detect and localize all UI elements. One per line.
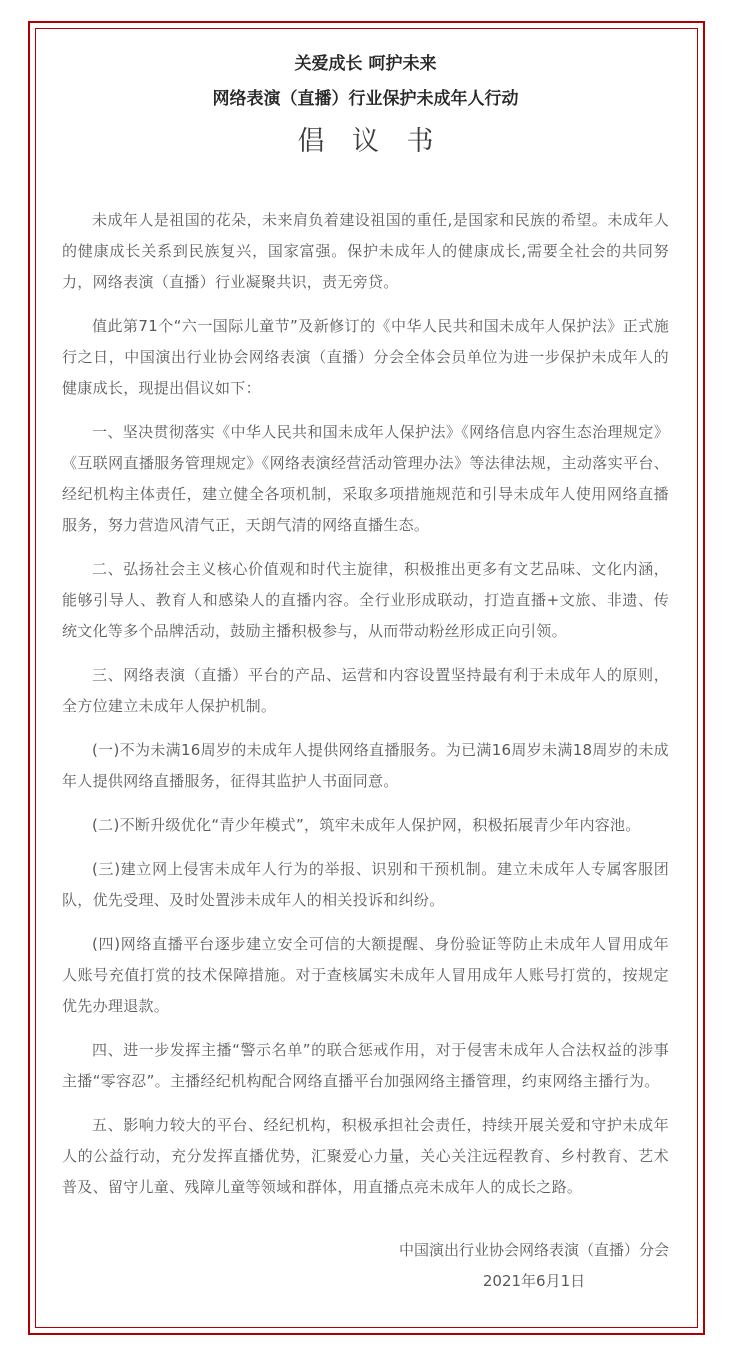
outer-red-border [28, 21, 705, 1335]
paragraph-item-3-sub-3: (三)建立网上侵害未成年人行为的举报、识别和干预机制。建立未成年人专属客服团队，优先受理、及时处置涉未成年人的相关投诉和纠纷。 [62, 860, 669, 909]
paragraph-item-4: 四、进一步发挥主播“警示名单”的联合惩戒作用，对于侵害未成年人合法权益的涉事主播“零容忍”。主播经纪机构配合网络直播平台加强网络主播管理，约束网络主播行为。 [62, 1041, 669, 1090]
paragraph-item-3-sub-4: (四)网络直播平台逐步建立安全可信的大额提醒、身份验证等防止未成年人冒用成年人账号充值打赏的技术保障措施。对于查核属实未成年人冒用成年人账号打赏的，按规定优先办理退款。 [62, 935, 669, 1015]
document-title-line1: 关爱成长 呵护未来 [294, 54, 437, 74]
paragraph-item-3: 三、网络表演（直播）平台的产品、运营和内容设置坚持最有利于未成年人的原则，全方位建立未成年人保护机制。 [62, 666, 669, 715]
signature-block [62, 1240, 669, 1291]
signature-date: 2021年6月1日 [482, 1272, 586, 1290]
paragraph-item-3-sub-1: (一)不为未满16周岁的未成年人提供网络直播服务。为已满16周岁未满18周岁的未成年人提供网络直播服务，征得其监护人书面同意。 [62, 741, 669, 790]
paragraph-item-1: 一、坚决贯彻落实《中华人民共和国未成年人保护法》《网络信息内容生态治理规定》《互联网直播服务管理规定》《网络表演经营活动管理办法》等法律法规，主动落实平台、经纪机构主体责任，建立健全各项机制，采取多项措施规范和引导未成年人使用网络直播服务，努力营造风清气正，天朗气清的网络直播生态。 [62, 423, 669, 534]
paragraph-item-2: 二、弘扬社会主义核心价值观和时代主旋律，积极推出更多有文艺品味、文化内涵，能够引导人、教育人和感染人的直播内容。全行业形成联动，打造直播+文旅、非遗、传统文化等多个品牌活动，鼓励主播积极参与，从而带动粉丝形成正向引领。 [62, 560, 669, 640]
paragraph-intro: 未成年人是祖国的花朵，未来肩负着建设祖国的重任,是国家和民族的希望。未成年人的健康成长关系到民族复兴，国家富强。保护未成年人的健康成长,需要全社会的共同努力，网络表演（直播）行业凝聚共识，责无旁贷。 [62, 211, 669, 291]
document-heading: 倡 议 书 [297, 126, 443, 157]
paragraph-context: 值此第71个“六一国际儿童节”及新修订的《中华人民共和国未成年人保护法》正式施行之日，中国演出行业协会网络表演（直播）分会全体会员单位为进一步保护未成年人的健康成长，现提出倡议如下： [62, 317, 669, 397]
inner-red-border [35, 28, 698, 1328]
document-body [62, 205, 669, 1203]
paragraph-item-5: 五、影响力较大的平台、经纪机构，积极承担社会责任，持续开展关爱和守护未成年人的公益行动，充分发挥直播优势，汇聚爱心力量，关心关注远程教育、乡村教育、艺术普及、留守儿童、残障儿童等领域和群体，用直播点亮未成年人的成长之路。 [62, 1116, 669, 1196]
paragraph-item-3-sub-2: (二)不断升级优化“青少年模式”，筑牢未成年人保护网，积极拓展青少年内容池。 [92, 816, 641, 834]
signature-org: 中国演出行业协会网络表演（直播）分会 [398, 1241, 669, 1259]
document-title-line2: 网络表演（直播）行业保护未成年人行动 [212, 89, 519, 109]
document-content [36, 29, 697, 1327]
signature-inner [399, 1240, 669, 1291]
